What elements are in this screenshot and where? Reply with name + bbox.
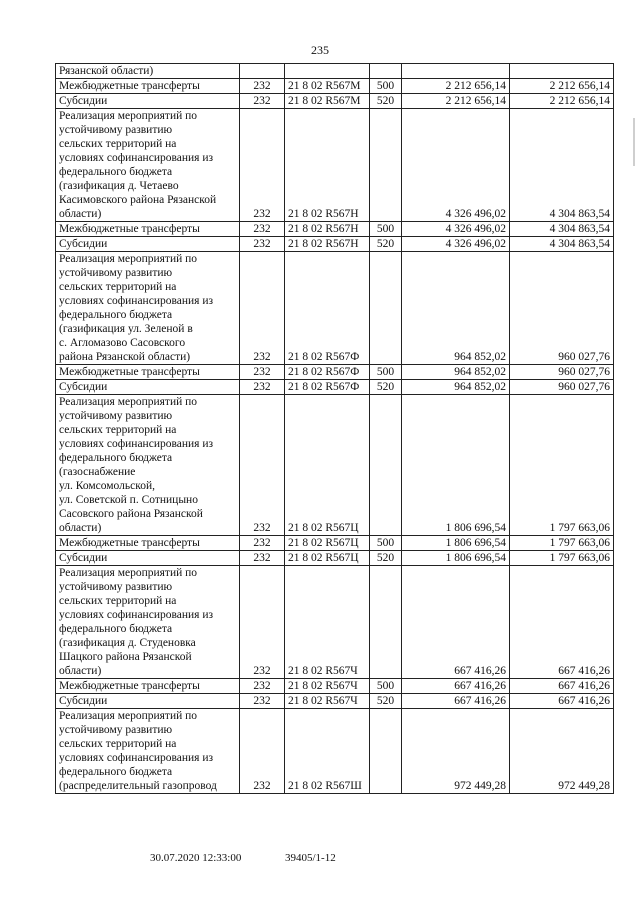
cell-name	[56, 536, 240, 551]
cell-sum-executed: 667 416,26	[510, 679, 614, 694]
cell-expense-type: 520	[370, 94, 402, 109]
cell-name-line: Реализация мероприятий по	[59, 567, 198, 579]
cell-expense-type	[370, 109, 402, 222]
cell-sum-planned: 2 212 656,14	[402, 79, 510, 94]
cell-sum-executed: 4 304 863,54	[510, 237, 614, 252]
cell-name-line: устойчивому развитию	[59, 410, 173, 422]
cell-target-article: 21 8 02 R567H	[285, 109, 370, 222]
cell-name-line: Реализация мероприятий по	[59, 396, 198, 408]
cell-target-article	[285, 64, 370, 79]
cell-sum-executed: 960 027,76	[510, 252, 614, 365]
cell-name-line: сельских территорий на	[59, 738, 177, 750]
cell-name-line: Субсидии	[59, 95, 108, 107]
cell-sum-executed	[510, 64, 614, 79]
cell-glava: 232	[240, 94, 285, 109]
cell-name	[56, 222, 240, 237]
cell-name-line: Межбюджетные трансферты	[59, 680, 200, 692]
cell-sum-executed: 960 027,76	[510, 380, 614, 395]
cell-name-line: Субсидии	[59, 381, 108, 393]
cell-name	[56, 237, 240, 252]
cell-glava: 232	[240, 536, 285, 551]
cell-sum-executed: 667 416,26	[510, 694, 614, 709]
cell-name-line: Сасовского района Рязанской	[59, 508, 203, 520]
table-row	[56, 94, 614, 109]
cell-target-article: 21 8 02 R567H	[285, 222, 370, 237]
table-row	[56, 222, 614, 237]
cell-sum-planned: 2 212 656,14	[402, 94, 510, 109]
cell-expense-type: 500	[370, 536, 402, 551]
cell-expense-type	[370, 709, 402, 794]
cell-sum-planned: 964 852,02	[402, 380, 510, 395]
cell-sum-planned: 667 416,26	[402, 694, 510, 709]
cell-sum-planned: 1 806 696,54	[402, 551, 510, 566]
cell-name	[56, 380, 240, 395]
cell-name-line: (газификация д. Студеновка	[59, 637, 196, 649]
table-row	[56, 536, 614, 551]
table-row	[56, 566, 614, 679]
cell-name	[56, 566, 240, 679]
cell-name	[56, 64, 240, 79]
cell-glava: 232	[240, 694, 285, 709]
cell-name	[56, 252, 240, 365]
cell-target-article: 21 8 02 R567H	[285, 237, 370, 252]
footer-doc-code: 39405/1-12	[285, 852, 336, 864]
cell-sum-planned: 667 416,26	[402, 566, 510, 679]
table-body	[56, 64, 614, 794]
cell-sum-executed: 1 797 663,06	[510, 395, 614, 536]
cell-target-article: 21 8 02 R567M	[285, 94, 370, 109]
cell-name-line: федерального бюджета	[59, 766, 173, 778]
table-row	[56, 694, 614, 709]
cell-glava	[240, 64, 285, 79]
cell-expense-type: 520	[370, 380, 402, 395]
cell-name-line: Межбюджетные трансферты	[59, 537, 200, 549]
cell-name-line: сельских территорий на	[59, 281, 177, 293]
cell-name-line: Субсидии	[59, 238, 108, 250]
table-row	[56, 395, 614, 536]
cell-expense-type	[370, 395, 402, 536]
cell-target-article: 21 8 02 R567Ч	[285, 566, 370, 679]
footer-timestamp: 30.07.2020 12:33:00	[150, 852, 242, 864]
cell-name-line: сельских территорий на	[59, 138, 177, 150]
cell-name-line: (газоснабжение	[59, 466, 136, 478]
cell-name-line: сельских территорий на	[59, 595, 177, 607]
table-row	[56, 709, 614, 794]
cell-name-line: Реализация мероприятий по	[59, 110, 198, 122]
cell-sum-executed: 2 212 656,14	[510, 79, 614, 94]
cell-name-line: Межбюджетные трансферты	[59, 223, 200, 235]
cell-expense-type: 500	[370, 365, 402, 380]
cell-name-line: области)	[59, 665, 102, 677]
cell-sum-planned: 4 326 496,02	[402, 237, 510, 252]
cell-name-line: (газификация д. Четаево	[59, 180, 179, 192]
table-row	[56, 252, 614, 365]
cell-expense-type	[370, 64, 402, 79]
cell-expense-type: 520	[370, 237, 402, 252]
cell-name-line: Шацкого района Рязанской	[59, 651, 192, 663]
cell-name-line: условиях софинансирования из	[59, 609, 214, 621]
cell-name-line: условиях софинансирования из	[59, 152, 214, 164]
cell-name-line: федерального бюджета	[59, 452, 173, 464]
cell-name-line: устойчивому развитию	[59, 267, 173, 279]
table-row	[56, 79, 614, 94]
cell-glava: 232	[240, 252, 285, 365]
cell-name-line: сельских территорий на	[59, 424, 177, 436]
cell-glava: 232	[240, 380, 285, 395]
cell-expense-type: 500	[370, 679, 402, 694]
cell-sum-planned	[402, 64, 510, 79]
cell-name	[56, 679, 240, 694]
cell-glava: 232	[240, 709, 285, 794]
cell-sum-executed: 4 304 863,54	[510, 222, 614, 237]
cell-name-line: области)	[59, 208, 102, 220]
table-row	[56, 64, 614, 79]
cell-name-line: Рязанской области)	[59, 65, 154, 77]
cell-name-line: Реализация мероприятий по	[59, 710, 198, 722]
cell-target-article: 21 8 02 R567Ч	[285, 694, 370, 709]
cell-name	[56, 109, 240, 222]
cell-sum-executed: 4 304 863,54	[510, 109, 614, 222]
cell-target-article: 21 8 02 R567Ц	[285, 551, 370, 566]
cell-name-line: (газификация ул. Зеленой в	[59, 323, 193, 335]
cell-target-article: 21 8 02 R567Ф	[285, 365, 370, 380]
cell-sum-planned: 4 326 496,02	[402, 109, 510, 222]
cell-expense-type: 520	[370, 551, 402, 566]
cell-name-line: района Рязанской области)	[59, 351, 191, 363]
cell-name-line: (распределительный газопровод	[59, 780, 217, 792]
cell-target-article: 21 8 02 R567Ф	[285, 380, 370, 395]
cell-name-line: федерального бюджета	[59, 623, 173, 635]
cell-name	[56, 365, 240, 380]
cell-name-line: области)	[59, 522, 102, 534]
table-row	[56, 365, 614, 380]
cell-target-article: 21 8 02 R567M	[285, 79, 370, 94]
cell-name-line: Межбюджетные трансферты	[59, 80, 200, 92]
cell-name-line: устойчивому развитию	[59, 724, 173, 736]
cell-name-line: Субсидии	[59, 695, 108, 707]
cell-name-line: Субсидии	[59, 552, 108, 564]
cell-name-line: устойчивому развитию	[59, 124, 173, 136]
cell-sum-planned: 1 806 696,54	[402, 395, 510, 536]
cell-glava: 232	[240, 551, 285, 566]
cell-name-line: ул. Комсомольской,	[59, 480, 156, 492]
cell-sum-executed: 972 449,28	[510, 709, 614, 794]
cell-expense-type: 500	[370, 222, 402, 237]
cell-sum-planned: 964 852,02	[402, 365, 510, 380]
cell-name-line: Касимовского района Рязанской	[59, 194, 217, 206]
cell-name-line: условиях софинансирования из	[59, 438, 214, 450]
cell-name	[56, 94, 240, 109]
cell-name-line: ул. Советской п. Сотницыно	[59, 494, 198, 506]
table-row	[56, 551, 614, 566]
cell-name-line: федерального бюджета	[59, 166, 173, 178]
cell-name	[56, 709, 240, 794]
cell-glava: 232	[240, 109, 285, 222]
cell-target-article: 21 8 02 R567Ф	[285, 252, 370, 365]
cell-glava: 232	[240, 679, 285, 694]
cell-target-article: 21 8 02 R567Ц	[285, 536, 370, 551]
table-row	[56, 679, 614, 694]
cell-name	[56, 694, 240, 709]
cell-expense-type: 520	[370, 694, 402, 709]
page-number: 235	[311, 43, 329, 57]
cell-name	[56, 551, 240, 566]
cell-expense-type	[370, 252, 402, 365]
cell-glava: 232	[240, 395, 285, 536]
cell-sum-executed: 2 212 656,14	[510, 94, 614, 109]
cell-sum-planned: 964 852,02	[402, 252, 510, 365]
cell-name-line: условиях софинансирования из	[59, 295, 214, 307]
cell-target-article: 21 8 02 R567Ч	[285, 679, 370, 694]
cell-name-line: с. Агломазово Сасовского	[59, 337, 186, 349]
cell-name-line: Межбюджетные трансферты	[59, 366, 200, 378]
cell-name-line: условиях софинансирования из	[59, 752, 214, 764]
cell-expense-type: 500	[370, 79, 402, 94]
cell-glava: 232	[240, 222, 285, 237]
cell-name	[56, 79, 240, 94]
cell-expense-type	[370, 566, 402, 679]
cell-glava: 232	[240, 365, 285, 380]
cell-target-article: 21 8 02 R567Ц	[285, 395, 370, 536]
cell-sum-planned: 1 806 696,54	[402, 536, 510, 551]
cell-sum-executed: 1 797 663,06	[510, 551, 614, 566]
table-row	[56, 109, 614, 222]
cell-glava: 232	[240, 566, 285, 679]
cell-sum-executed: 1 797 663,06	[510, 536, 614, 551]
cell-name	[56, 395, 240, 536]
cell-sum-executed: 667 416,26	[510, 566, 614, 679]
cell-name-line: федерального бюджета	[59, 309, 173, 321]
table-row	[56, 380, 614, 395]
cell-glava: 232	[240, 237, 285, 252]
table-row	[56, 237, 614, 252]
cell-glava: 232	[240, 79, 285, 94]
cell-name-line: Реализация мероприятий по	[59, 253, 198, 265]
budget-table	[55, 63, 614, 794]
cell-sum-executed: 960 027,76	[510, 365, 614, 380]
cell-target-article: 21 8 02 R567Ш	[285, 709, 370, 794]
cell-sum-planned: 667 416,26	[402, 679, 510, 694]
cell-sum-planned: 972 449,28	[402, 709, 510, 794]
scan-edge-mark	[633, 118, 635, 166]
cell-sum-planned: 4 326 496,02	[402, 222, 510, 237]
cell-name-line: устойчивому развитию	[59, 581, 173, 593]
